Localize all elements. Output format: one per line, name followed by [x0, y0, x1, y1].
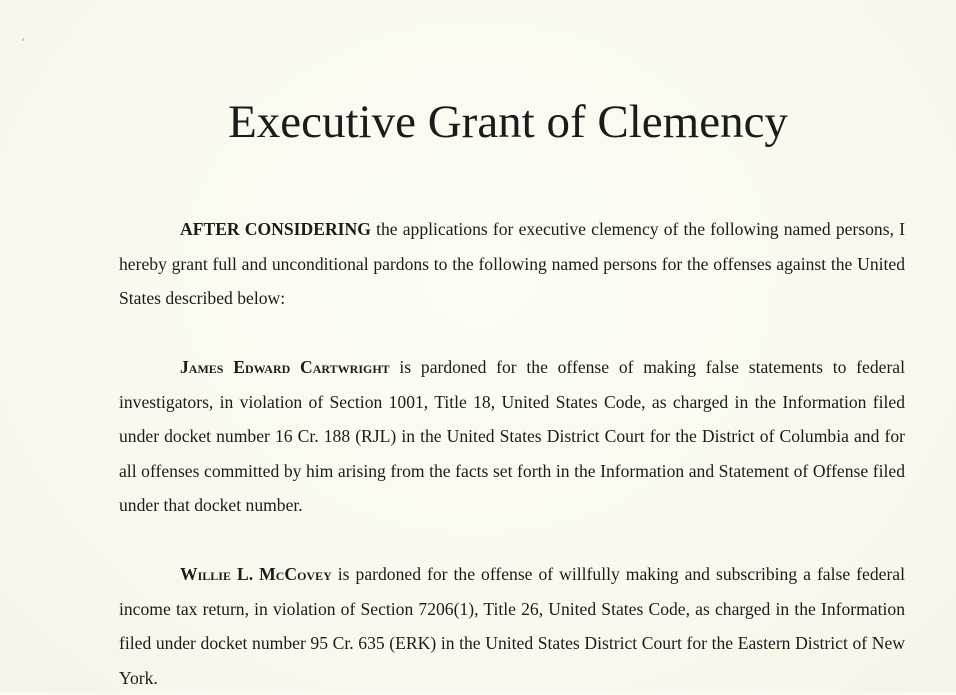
scan-speck	[22, 38, 24, 41]
pardon-recipient-name: Willie L. McCovey	[180, 564, 332, 584]
pardon-recipient-name: James Edward Cartwright	[180, 357, 390, 377]
intro-body-text: the applications for executive clemency of the following named persons, I hereby grant full and unconditional pardons to the following named persons for the offenses against the United States described below:	[119, 219, 905, 308]
document-title: Executive Grant of Clemency	[228, 96, 788, 148]
pardon-body-text: is pardoned for the offense of willfully making and subscribing a false federal income tax return, in violation of Section 7206(1), Title 26, United States Code, as charged in the Information filed under docket number 95 Cr. 635 (ERK) in the United States District Court for the Eastern District of New York.	[119, 564, 905, 688]
pardon-body-text: is pardoned for the offense of making false statements to federal investigators, in violation of Section 1001, Title 18, United States Code, as charged in the Information filed under docket number 16 Cr. 188 (RJL) in the United States District Court for the District of Columbia and for all offenses committed by him arising from the facts set forth in the Information and Statement of Offense filed under that docket number.	[119, 357, 905, 515]
intro-paragraph	[119, 212, 905, 316]
pardon-paragraph-cartwright	[119, 350, 905, 523]
intro-lead-text: AFTER CONSIDERING	[180, 219, 371, 239]
pardon-paragraph-mccovey	[119, 557, 905, 695]
